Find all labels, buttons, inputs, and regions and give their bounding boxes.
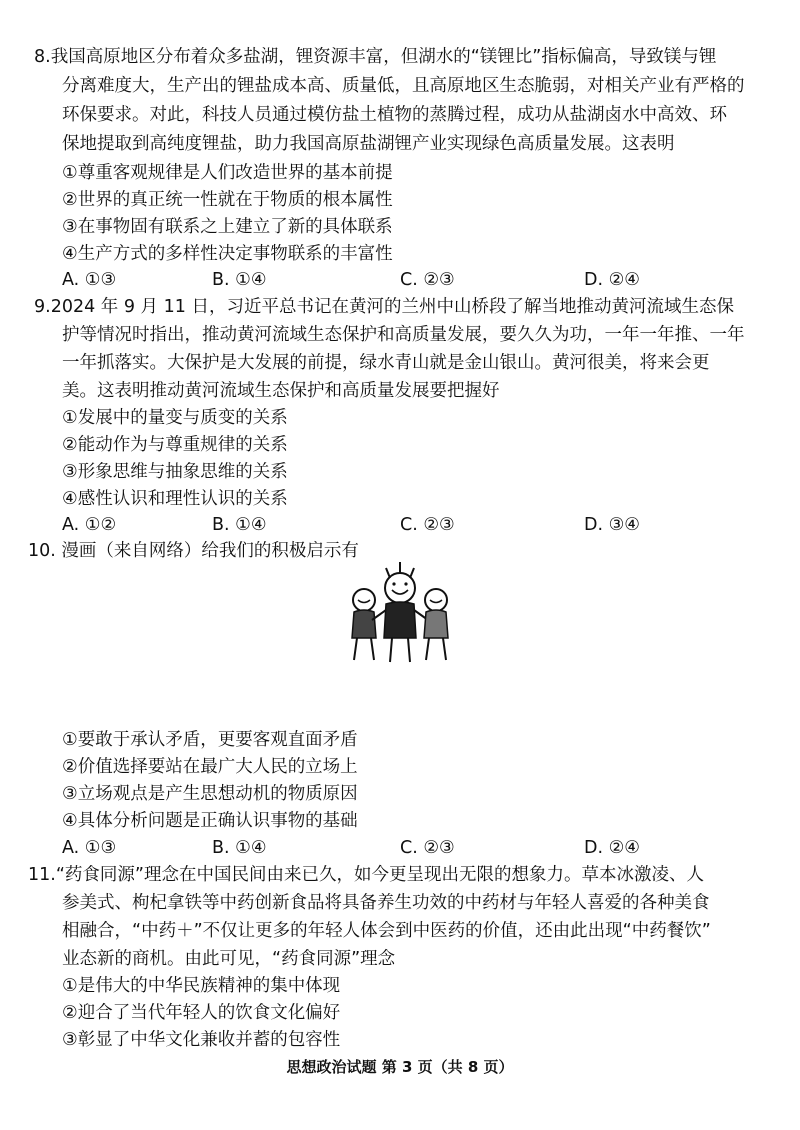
statement-item: ②迎合了当代年轻人的饮食文化偏好	[62, 1003, 341, 1023]
question-stem-line: 业态新的商机。由此可见，“药食同源”理念	[62, 949, 396, 969]
answer-options	[62, 267, 762, 294]
option-b: B. ①④	[212, 838, 267, 858]
statement-item: ①尊重客观规律是人们改造世界的基本前提	[62, 163, 393, 183]
option-d: D. ②④	[584, 838, 640, 858]
question-stem-line: 保地提取到高纯度锂盐，助力我国高原盐湖锂产业实现绿色高质量发展。这表明	[62, 134, 675, 154]
statement-item: ③在事物固有联系之上建立了新的具体联系	[62, 217, 393, 237]
statement-item: ④具体分析问题是正确认识事物的基础	[62, 811, 358, 831]
question-stem-line: 环保要求。对此，科技人员通过模仿盐土植物的蒸腾过程，成功从盐湖卤水中高效、环	[62, 105, 727, 125]
statement-item: ③彰显了中华文化兼收并蓄的包容性	[62, 1030, 341, 1050]
page-footer: 思想政治试题 第 3 页（共 8 页）	[286, 1058, 514, 1076]
question-stem-line: 参美式、枸杞拿铁等中药创新食品将具备养生功效的中药材与年轻人喜爱的各种美食	[62, 893, 710, 913]
statement-item: ②价值选择要站在最广大人民的立场上	[62, 757, 358, 777]
answer-options	[62, 835, 762, 862]
statement-item: ①是伟大的中华民族精神的集中体现	[62, 976, 341, 996]
question-stem-line: 10. 漫画（来自网络）给我们的积极启示有	[28, 541, 359, 561]
question-stem-line: 一年抓落实。大保护是大发展的前提，绿水青山就是金山银山。黄河很美，将来会更	[62, 353, 710, 373]
statement-item: ②世界的真正统一性就在于物质的根本属性	[62, 190, 393, 210]
question-stem-line: 8.我国高原地区分布着众多盐湖，锂资源丰富，但湖水的“镁锂比”指标偏高，导致镁与锂	[34, 47, 717, 67]
statement-item: ③立场观点是产生思想动机的物质原因	[62, 784, 358, 804]
question-stem-line: 护等情况时指出，推动黄河流域生态保护和高质量发展，要久久为功，一年一年推、一年	[62, 325, 745, 345]
option-c: C. ②③	[400, 838, 455, 858]
question-stem-line: 9.2024 年 9 月 11 日，习近平总书记在黄河的兰州中山桥段了解当地推动黄河流域生态保	[34, 297, 734, 317]
question-stem-line: 11.“药食同源”理念在中国民间由来已久，如今更呈现出无限的想象力。草本冰激凌、人	[28, 865, 704, 885]
statement-item: ③形象思维与抽象思维的关系	[62, 462, 288, 482]
answer-options	[62, 512, 762, 539]
statement-item: ④感性认识和理性认识的关系	[62, 489, 288, 509]
option-a: A. ①③	[62, 270, 117, 290]
statement-item: ②能动作为与尊重规律的关系	[62, 435, 288, 455]
cartoon-image	[340, 560, 460, 670]
statement-item: ①发展中的量变与质变的关系	[62, 408, 288, 428]
option-d: D. ③④	[584, 515, 640, 535]
option-b: B. ①④	[212, 515, 267, 535]
option-a: A. ①②	[62, 515, 117, 535]
option-b: B. ①④	[212, 270, 267, 290]
option-c: C. ②③	[400, 515, 455, 535]
option-d: D. ②④	[584, 270, 640, 290]
question-stem-line: 美。这表明推动黄河流域生态保护和高质量发展要把握好	[62, 381, 500, 401]
option-a: A. ①③	[62, 838, 117, 858]
option-c: C. ②③	[400, 270, 455, 290]
statement-item: ④生产方式的多样性决定事物联系的丰富性	[62, 244, 393, 264]
question-stem-line: 相融合，“中药＋”不仅让更多的年轻人体会到中医药的价值，还由此出现“中药餐饮”	[62, 921, 711, 941]
question-stem-line: 分离难度大，生产出的锂盐成本高、质量低，且高原地区生态脆弱，对相关产业有严格的	[62, 76, 745, 96]
statement-item: ①要敢于承认矛盾，更要客观直面矛盾	[62, 730, 358, 750]
